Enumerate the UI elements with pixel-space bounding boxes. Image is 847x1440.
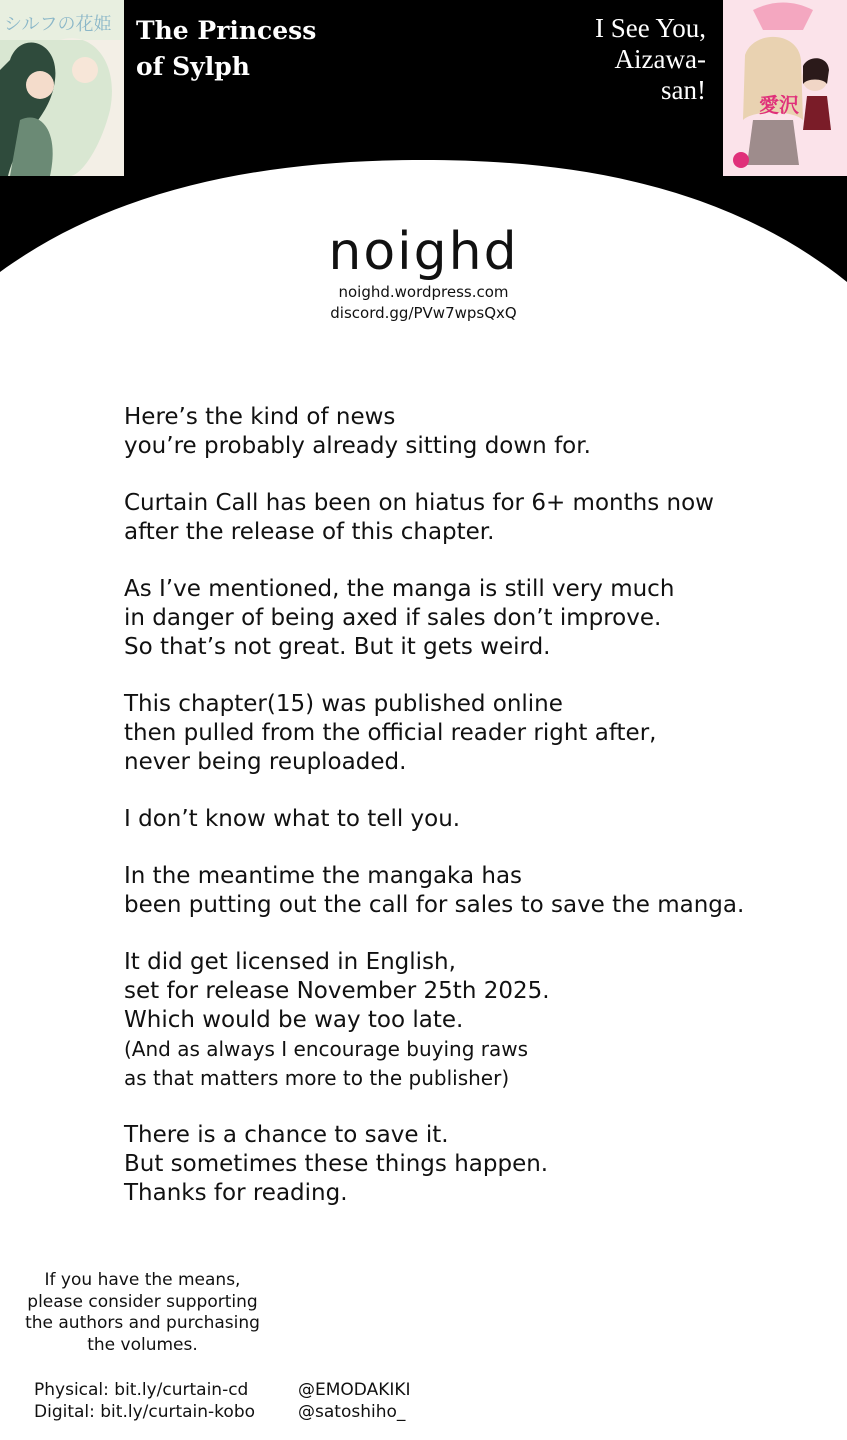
message-paragraph [124, 805, 814, 834]
message-paragraph [124, 948, 814, 1093]
i-see-you-aizawa-san-cover[interactable] [723, 0, 847, 176]
support-note-line: the volumes. [87, 1334, 198, 1355]
princess-of-sylph-title [136, 13, 336, 85]
message-line: So that’s not great. But it gets weird. [124, 634, 551, 660]
message-line: in danger of being axed if sales don’t improve. [124, 605, 662, 631]
svg-text:シルフの花姫: シルフの花姫 [4, 14, 112, 35]
message-line: set for release November 25th 2025. [124, 978, 550, 1004]
website-link[interactable]: noighd.wordpress.com [338, 283, 509, 301]
message-line: There is a chance to save it. [124, 1122, 449, 1148]
purchase-links [34, 1380, 255, 1423]
i-see-you-aizawa-san-title [506, 13, 706, 106]
message-paragraph [124, 690, 814, 777]
author-handle[interactable]: @satoshiho_ [298, 1401, 406, 1422]
series-title-line: Aizawa- [614, 44, 706, 74]
message-paragraph [124, 862, 814, 920]
series-title-line: The Princess [136, 16, 317, 45]
support-note-line: If you have the means, [44, 1270, 241, 1290]
announcement-message [124, 403, 814, 1236]
message-line: Here’s the kind of news [124, 404, 396, 430]
message-aside-line: (And as always I encourage buying raws [124, 1037, 529, 1061]
series-title-line: of Sylph [136, 52, 250, 81]
support-note-line: please consider supporting [27, 1291, 258, 1312]
brand-logo: noighd [328, 222, 519, 282]
message-line: I don’t know what to tell you. [124, 806, 461, 832]
message-line: never being reuploaded. [124, 749, 407, 775]
message-line: Thanks for reading. [124, 1180, 348, 1206]
princess-of-sylph-cover[interactable] [0, 0, 124, 176]
message-line: you’re probably already sitting down for. [124, 433, 591, 459]
message-paragraph [124, 403, 814, 461]
message-line: But sometimes these things happen. [124, 1151, 549, 1177]
message-line: been putting out the call for sales to save the manga. [124, 892, 745, 918]
support-note-line: the authors and purchasing [25, 1313, 260, 1333]
support-note [20, 1270, 265, 1356]
message-paragraph [124, 575, 814, 662]
message-line: In the meantime the mangaka has [124, 863, 523, 889]
series-title-line: I See You, [594, 13, 706, 43]
message-line: then pulled from the official reader right after, [124, 720, 657, 746]
message-line: Which would be way too late. [124, 1007, 464, 1033]
message-paragraph [124, 1121, 814, 1208]
message-line: after the release of this chapter. [124, 519, 495, 545]
brand-block [0, 222, 847, 324]
message-paragraph [124, 489, 814, 547]
message-line: As I’ve mentioned, the manga is still very much [124, 576, 675, 602]
message-line: This chapter(15) was published online [124, 691, 563, 717]
discord-link[interactable]: discord.gg/PVw7wpsQxQ [330, 304, 517, 322]
physical-link[interactable]: Physical: bit.ly/curtain-cd [34, 1380, 249, 1400]
svg-text:愛沢: 愛沢 [759, 93, 799, 117]
message-aside-line: as that matters more to the publisher) [124, 1066, 510, 1090]
digital-link[interactable]: Digital: bit.ly/curtain-kobo [34, 1401, 256, 1422]
series-title-line: san! [661, 75, 706, 105]
message-line: Curtain Call has been on hiatus for 6+ months now [124, 490, 714, 516]
message-line: It did get licensed in English, [124, 949, 456, 975]
author-handles [298, 1380, 411, 1423]
author-handle[interactable]: @EMODAKIKI [298, 1380, 411, 1400]
